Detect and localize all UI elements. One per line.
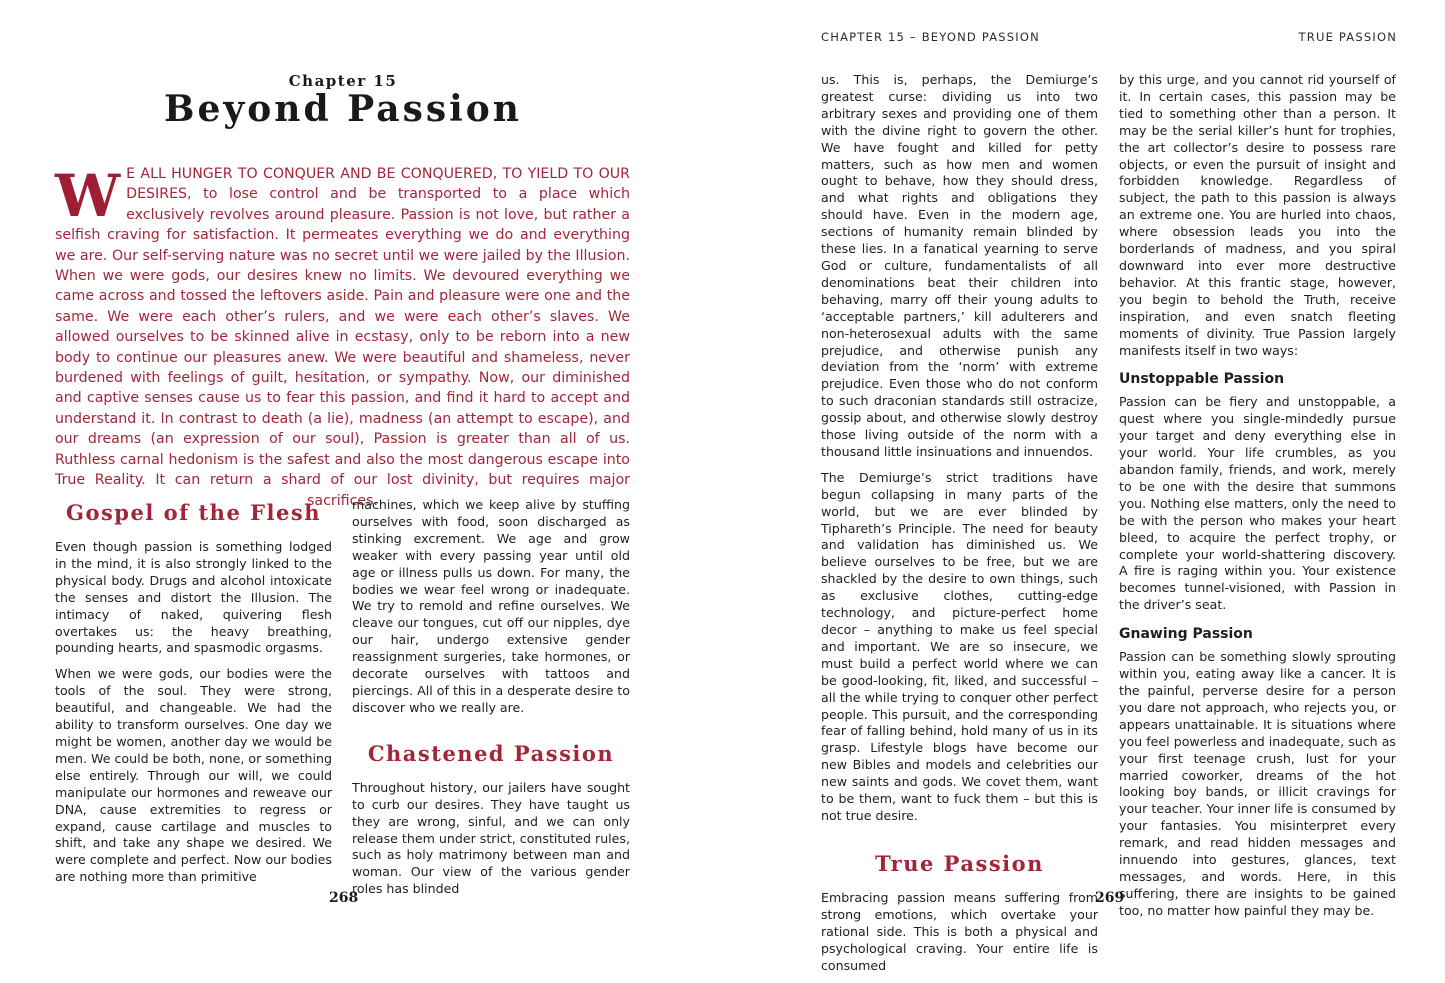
section-title-chastened: Chastened Passion xyxy=(367,740,615,766)
right-page xyxy=(723,0,1445,973)
section-title-true-passion: True Passion xyxy=(875,850,1044,876)
intro-lead: E ALL HUNGER TO CONQUER AND BE CONQUERED, TO YIELD TO OUR DESIRES, xyxy=(126,166,630,203)
page-number: 269 xyxy=(1095,890,1125,906)
left-column-2 xyxy=(352,497,630,907)
right-column-1 xyxy=(821,72,1098,983)
subsection-title-gnawing: Gnawing Passion xyxy=(1119,626,1253,643)
intro-body: to lose control and be transported to a place which exclusively revolves around pleasure. Passion is not love, but rather a selfish craving for satisfaction. It permeates everything we do and everything we are. Our self-serving nature was no secret until we were jailed by the Illusion. When we were gods, our desires knew no limits. We devoured everything we came across and tossed the leftovers aside. Pain and pleasure were one and the same. We were each other’s rulers, and we were each other’s slaves. We allowed ourselves to be skinned alive in ecstasy, only to be reborn into a new body to continue our pleasures anew. We were beautiful and shameless, never burdened with feelings of guilt, hesitation, or sympathy. Now, our diminished and captive senses cause us to fear this passion, and find it hard to accept and understand it. In contrast to death (a lie), madness (an attempt to escape), and our dreams (an expression of our soul), Passion is greater than all of us. Ruthless carnal hedonism is the safest and also the most dangerous escape into True Reality. It can return a shard of our lost divinity, but requires major sacrifices. xyxy=(55,186,630,509)
body-paragraph: The Demiurge’s strict traditions have begun collapsing in many parts of the world, but we are ever blinded by Tiphareth’s Principle. The need for beauty and validation has diminished us. We believe ourselves to be free, but we are shackled by the desire to own things, such as exclusive clothes, cutting-edge technology, and picture-perfect home decor – anything to make us feel special and important. We are so insecure, we must build a perfect world where we can be good-looking, fit, liked, and successful – all the while trying to conquer other perfect people. This pursuit, and the corresponding fear of falling behind, hold many of us in its grasp. Lifestyle blogs have become our new Bibles and models and celebrities our new saints and gods. We covet them, want to be them, want to fuck them – but this is not true desire. xyxy=(821,469,1098,823)
body-paragraph: When we were gods, our bodies were the tools of the soul. They were strong, beautiful, and changeable. We had the ability to transform ourselves. One day we might be women, another day we would be men. We could be both, none, or something else entirely. Through our will, we could manipulate our hormones and reweave our DNA, cause extremities to regress or expand, cause cartilage and muscles to shift, and take any shape we desired. We were complete and perfect. Now our bodies are nothing more than primitive xyxy=(55,666,332,885)
running-header-chapter: CHAPTER 15 – BEYOND PASSION xyxy=(821,30,1040,44)
dropcap: W xyxy=(55,162,121,230)
left-column-1 xyxy=(55,500,332,895)
subsection-title-unstoppable: Unstoppable Passion xyxy=(1119,371,1285,388)
left-page xyxy=(0,0,722,936)
body-paragraph: Throughout history, our jailers have sought to curb our desires. They have taught us they are wrong, sinful, and we can only release them under strict, constituted rules, such as holy matrimony between man and woman. Our view of the various gender roles has blinded xyxy=(352,779,630,897)
body-paragraph: Embracing passion means suffering from strong emotions, which overtake your rational side. This is both a physical and psychological craving. Your entire life is consumed xyxy=(821,889,1098,973)
chapter-label: Chapter 15 xyxy=(288,72,398,90)
running-header-section: TRUE PASSION xyxy=(1298,30,1397,44)
body-paragraph: Even though passion is something lodged in the mind, it is also strongly linked to the physical body. Drugs and alcohol intoxicate the senses and distort the Illusion. The intimacy of naked, quivering flesh overtakes us: the heavy breathing, pounding hearts, and spasmodic orgasms. xyxy=(55,539,332,656)
body-paragraph: machines, which we keep alive by stuffing ourselves with food, soon discharged as stinking excrement. We age and grow weaker with every passing year until old age or illness pulls us down. For many, the bodies we wear feel wrong or inadequate. We try to remold and refine ourselves. We cleave our tongues, cut off our nipples, dye our hair, undergo extensive gender reassignment surgeries, take hormones, or decorate ourselves with tattoos and piercings. All of this in a desperate desire to discover who we really are. xyxy=(352,497,630,715)
body-paragraph: by this urge, and you cannot rid yourself of it. In certain cases, this passion may be tied to something other than a person. It may be the serial killer’s hunt for trophies, the art collector’s desire to possess rare objects, or even the pursuit of insight and forbidden knowledge. Regardless of subject, the path to this passion is always an extreme one. You are hurled into chaos, where obsession leads you into the borderlands of madness, and you spiral downward into ever more destructive behavior. At this frantic stage, however, you begin to behold the Truth, receive inspiration, and even snatch fleeting moments of divinity. True Passion largely manifests itself in two ways: xyxy=(1119,72,1396,358)
section-title-gospel: Gospel of the Flesh xyxy=(66,500,321,525)
body-paragraph: Passion can be fiery and unstoppable, a quest where you single-mindedly pursue your target and deny everything else in your world. Your life crumbles, as you abandon family, friends, and work, merely to be one with the desire that summons you. Nothing else matters, only the need to be with the person who makes your heart bleed, to acquire the perfect trophy, or complete your world-shattering discovery. A fire is raging within you. Your existence becomes tunnel-visioned, with Passion in the driver’s seat. xyxy=(1119,394,1396,613)
page-number: 268 xyxy=(329,890,359,906)
intro-paragraph xyxy=(55,164,630,511)
chapter-title: Beyond Passion xyxy=(164,88,522,130)
body-paragraph: us. This is, perhaps, the Demiurge’s greatest curse: dividing us into two arbitrary sexes and providing one of them with the divine right to govern the other. We have fought and killed for petty matters, such as how men and women ought to behave, how they should dress, and what rights and obligations they should have. Even in the modern age, sections of humanity remain blinded by these lies. In a fanatical yearning to serve God or culture, fundamentalists of all denominations beat their children into behaving, marry off their young adults to ‘acceptable partners,’ kill adulterers and non-heterosexual adults with the same prejudice, and otherwise punish any deviation from the ‘norm’ with extreme prejudice. Even those who do not conform to such draconian standards still ostracize, gossip about, and otherwise slowly destroy those living outside of the norm with a thousand little insinuations and innuendos. xyxy=(821,72,1098,459)
body-paragraph: Passion can be something slowly sprouting within you, eating away like a cancer. It is the painful, perverse desire for a person you dare not approach, who rejects you, or appears unattainable. It is situations where you feel powerless and inadequate, such as your first teenage crush, lust for your married coworker, dreams of the hot looking boy bands, or illicit cravings for your teacher. Your inner life is consumed by your fantasies. You misinterpret every remark, and read hidden messages and innuendo into gestures, glances, text messages, and words. Here, in this suffering, there are insights to be gained too, no matter how painful they may be. xyxy=(1119,649,1396,918)
right-column-2 xyxy=(1119,72,1396,929)
